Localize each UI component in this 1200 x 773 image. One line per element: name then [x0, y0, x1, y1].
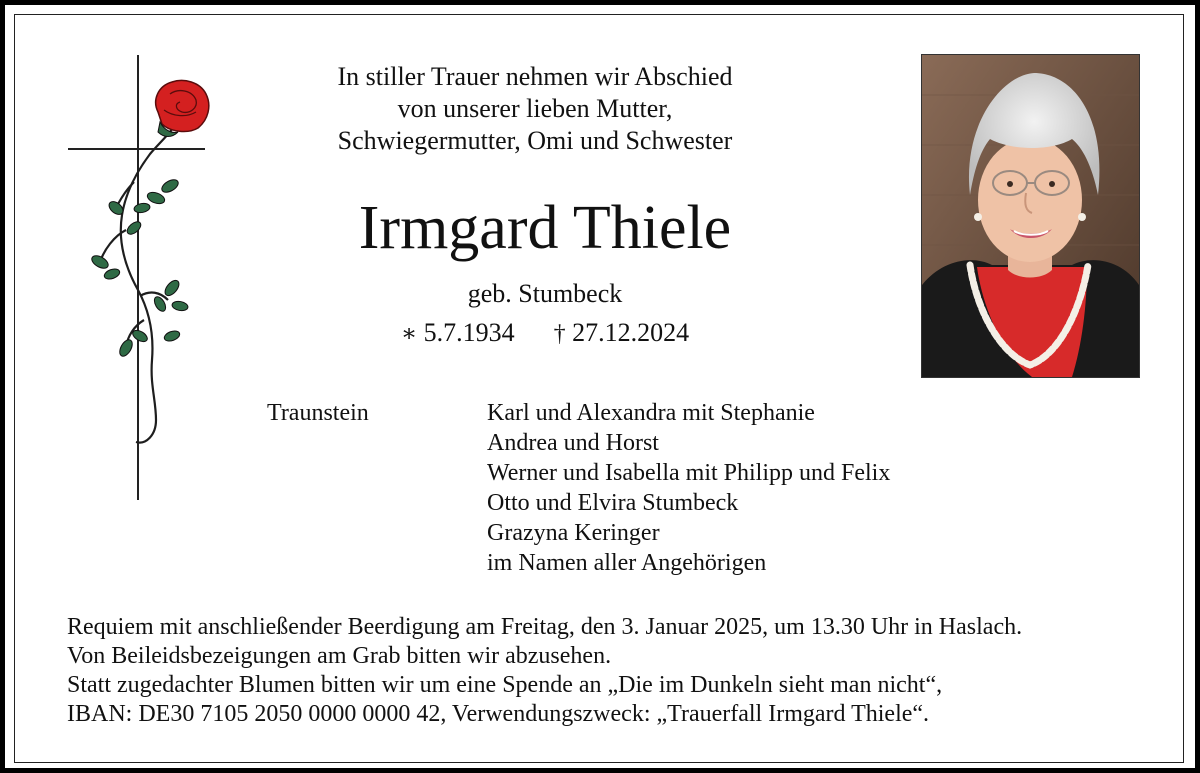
intro-line: von unserer lieben Mutter, — [397, 94, 673, 123]
rose-icon — [156, 81, 209, 137]
intro-line: In stiller Trauer nehmen wir Abschied — [337, 62, 733, 91]
portrait-photo — [921, 54, 1140, 378]
cross-with-rose-icon — [60, 50, 230, 510]
footer-line: IBAN: DE30 7105 2050 0000 0000 42, Verwendungszweck: „Trauerfall Irmgard Thiele“. — [67, 701, 930, 727]
footer-line: Statt zugedachter Blumen bitten wir um eine Spende an „Die im Dunkeln sieht man nicht“, — [67, 672, 943, 698]
funeral-details — [67, 613, 1177, 729]
place: Traunstein — [267, 400, 369, 426]
intro-text — [285, 61, 785, 157]
mourner-line: Andrea und Horst — [487, 430, 659, 456]
intro-line: Schwiegermutter, Omi und Schwester — [337, 126, 733, 155]
obituary-notice — [5, 5, 1195, 768]
mourner-line: Karl und Alexandra mit Stephanie — [487, 400, 815, 426]
mourner-line: im Namen aller Angehörigen — [487, 550, 767, 576]
maiden-name: geb. Stumbeck — [467, 279, 623, 308]
mourner-line: Grazyna Keringer — [487, 520, 660, 546]
mourners-list — [487, 398, 890, 578]
life-dates — [305, 317, 785, 350]
deceased-name: Irmgard Thiele — [358, 194, 732, 262]
rose-leaves — [90, 177, 189, 358]
birth-star-icon: ∗ — [400, 321, 418, 347]
death-cross-icon: † — [553, 321, 566, 347]
footer-line: Requiem mit anschließender Beerdigung am Freitag, den 3. Januar 2025, um 13.30 Uhr in Haslach. — [67, 614, 1023, 640]
portrait-illustration — [922, 55, 1139, 377]
mourner-line: Otto und Elvira Stumbeck — [487, 490, 739, 516]
mourner-line: Werner und Isabella mit Philipp und Felix — [487, 460, 891, 486]
footer-line: Von Beileidsbezeigungen am Grab bitten wir abzusehen. — [67, 643, 612, 669]
birth-date: 5.7.1934 — [423, 318, 515, 347]
death-date: 27.12.2024 — [572, 318, 690, 347]
